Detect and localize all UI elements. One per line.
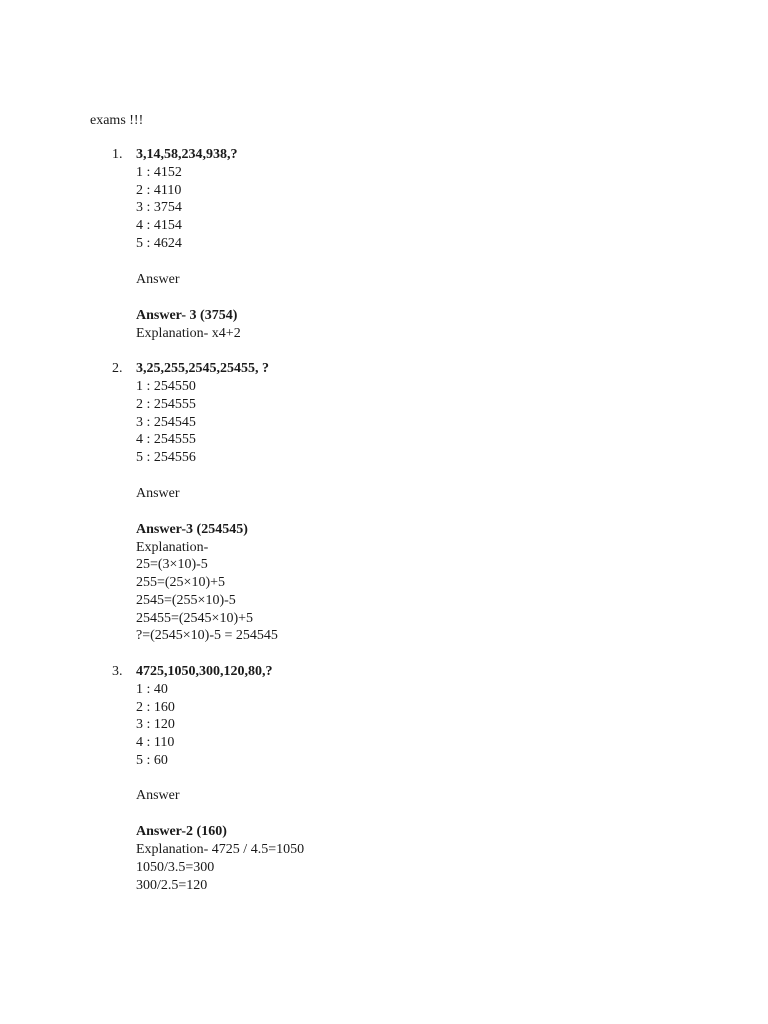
option-item: 2 : 254555 [136,396,196,412]
question-number: 2. [112,361,123,377]
explanation-line: ?=(2545×10)-5 = 254545 [136,628,278,644]
option-item: 1 : 40 [136,681,168,697]
answer-title: Answer-2 (160) [136,824,227,840]
option-item: 5 : 60 [136,752,168,768]
explanation-line: 25455=(2545×10)+5 [136,610,254,626]
question-item [0,146,768,342]
explanation-line: 255=(25×10)+5 [136,575,226,591]
explanation-line: 2545=(255×10)-5 [136,592,236,608]
explanation-line: Explanation- 4725 / 4.5=1050 [136,842,305,858]
option-item: 5 : 4624 [136,235,182,251]
explanation-line: Explanation- [136,539,209,555]
option-item: 1 : 4152 [136,165,182,180]
question-number: 1. [112,147,123,162]
question-item [0,360,768,645]
explanation-line: 25=(3×10)-5 [136,557,208,573]
answer-toggle-link[interactable]: Answer [136,788,180,804]
question-text: 4725,1050,300,120,80,? [136,663,273,679]
intro-text: exams !!! [90,113,144,128]
answer-toggle-link[interactable]: Answer [136,271,180,287]
question-number: 3. [112,663,123,679]
explanation-line: 300/2.5=120 [136,877,208,893]
answer-block [136,521,768,645]
option-item: 3 : 120 [136,717,175,733]
question-text: 3,14,58,234,938,? [136,147,238,162]
explanation-line: Explanation- x4+2 [136,325,241,341]
option-item: 5 : 254556 [136,450,196,466]
answer-title: Answer-3 (254545) [136,521,248,537]
answer-block [136,823,768,894]
option-item: 3 : 254545 [136,414,196,430]
option-item: 4 : 4154 [136,218,182,234]
option-list [136,681,768,770]
option-item: 1 : 254550 [136,379,196,395]
question-list [0,146,768,913]
option-item: 4 : 254555 [136,432,196,448]
answer-block [136,307,768,343]
question-text: 3,25,255,2545,25455, ? [136,361,269,377]
option-item: 2 : 160 [136,699,175,715]
question-item [0,663,768,895]
option-list [136,378,768,467]
option-item: 4 : 110 [136,735,175,751]
explanation-line: 1050/3.5=300 [136,860,215,876]
answer-toggle-link[interactable]: Answer [136,485,180,501]
option-item: 3 : 3754 [136,200,182,216]
option-list [136,164,768,253]
answer-title: Answer- 3 (3754) [136,307,238,323]
option-item: 2 : 4110 [136,182,182,198]
